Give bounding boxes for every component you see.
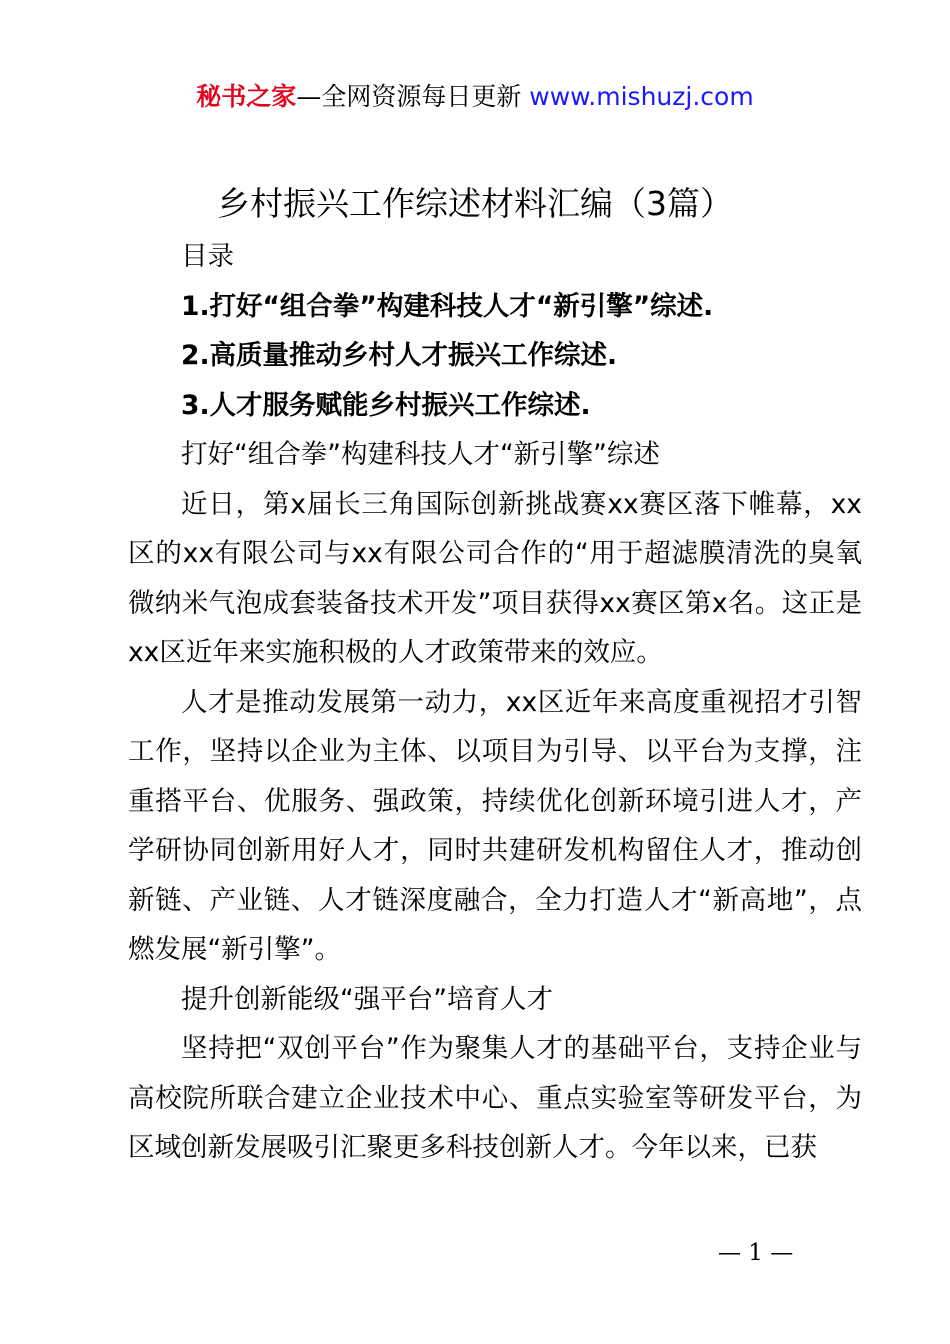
article-title: 打好“组合拳”构建科技人才“新引擎”综述 [181,439,660,470]
page-number: — 1 — [718,1240,794,1266]
toc-heading: 目录 [181,241,234,272]
article-paragraph: 人才是推动发展第一动力，xx区近年来高度重视招才引智工作，坚持以企业为主体、以项目为引导、以平台为支撑，注重搭平台、优服务、强政策，持续优化创新环境引进人才，产学研协同创新用好人才，同时共建研发机构留住人才，推动创新链、产业链、人才链深度融合，全力打造人才“新高地”，点燃发展“新引擎”。 [128,686,862,965]
article-subheading: 提升创新能级“强平台”培育人才 [181,983,553,1015]
toc-item-3: 3.人才服务赋能乡村振兴工作综述. [181,389,591,421]
header-url-link[interactable]: www.mishuzj.com [529,82,754,111]
header-brand: 秘书之家 [196,82,297,111]
header-slogan: —全网资源每日更新 [296,82,530,111]
article-paragraph: 坚持把“双创平台”作为聚集人才的基础平台，支持企业与高校院所联合建立企业技术中心、重点实验室等研发平台，为区域创新发展吸引汇聚更多科技创新人才。今年以来，已获 [128,1033,862,1163]
site-header [0,80,950,114]
toc-item-2: 2.高质量推动乡村人才振兴工作综述. [181,340,618,371]
document-title: 乡村振兴工作综述材料汇编（3篇） [217,184,733,223]
document-body [128,232,862,1173]
toc-item-1: 1.打好“组合拳”构建科技人才“新引擎”综述. [181,290,714,322]
article-paragraph: 近日，第x届长三角国际创新挑战赛xx赛区落下帷幕，xx区的xx有限公司与xx有限公司合作的“用于超滤膜清洗的臭氧微纳米气泡成套装备技术开发”项目获得xx赛区第x名。这正是xx区近年来实施积极的人才政策带来的效应。 [128,488,862,668]
